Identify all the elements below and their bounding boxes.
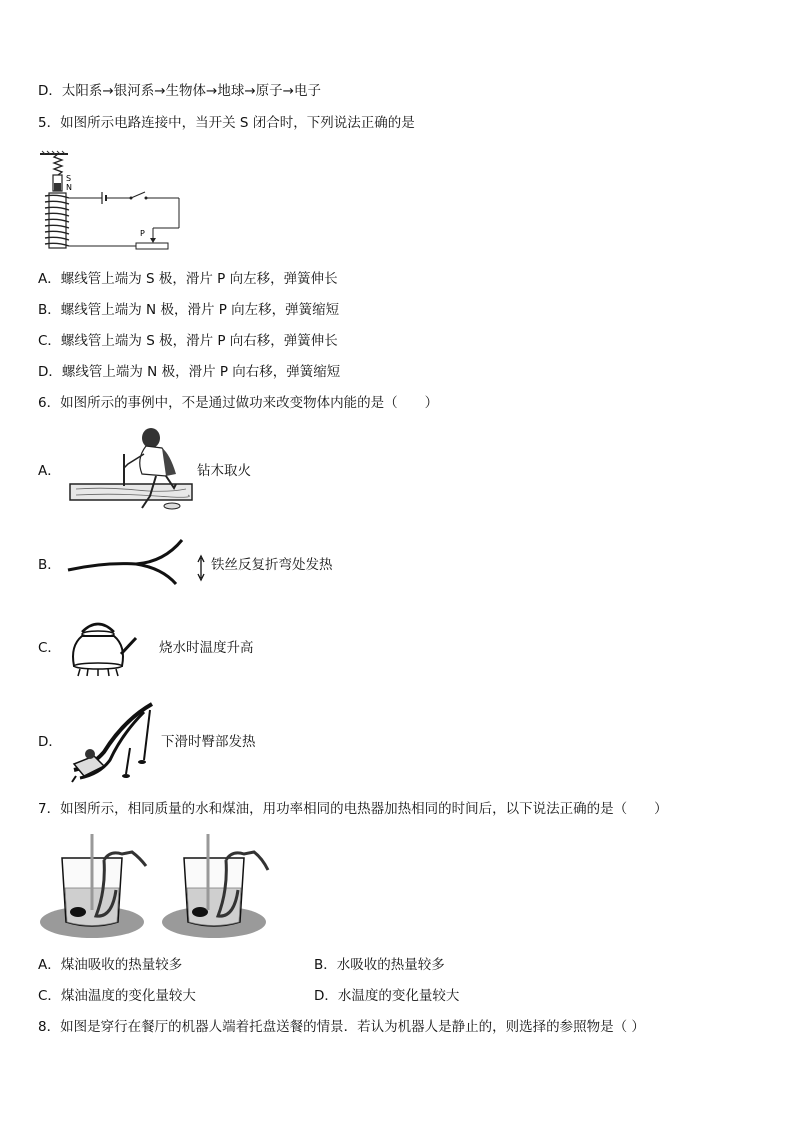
q5-option-b: B．螺线管上端为 N 极，滑片 P 向左移，弹簧缩短 <box>38 302 340 318</box>
q5-option-d: D．螺线管上端为 N 极，滑片 P 向右移，弹簧缩短 <box>38 364 341 380</box>
q7-option-a: A．煤油吸收的热量较多 <box>38 957 183 973</box>
q6-option-a-caption: 钻木取火 <box>197 463 251 479</box>
q6-option-b-letter: B． <box>38 557 61 573</box>
slider-p-label: P <box>140 229 145 238</box>
q7-option-b: B．水吸收的热量较多 <box>314 957 445 973</box>
q5-option-a: A．螺线管上端为 S 极，滑片 P 向左移，弹簧伸长 <box>38 271 338 287</box>
drilling-wood-fire-image <box>66 424 196 514</box>
q8-stem: 8．如图是穿行在餐厅的机器人端着托盘送餐的情景．若认为机器人是静止的，则选择的参照物是（ ） <box>38 1019 645 1035</box>
slide-image <box>64 700 160 784</box>
q6-option-c-caption: 烧水时温度升高 <box>159 640 254 656</box>
magnet-s-label: S <box>66 174 72 183</box>
q6-option-c-letter: C． <box>38 640 61 656</box>
q7-stem: 7．如图所示，相同质量的水和煤油，用功率相同的电热器加热相同的时间后，以下说法正确的是（ ） <box>38 801 668 817</box>
q7-option-c: C．煤油温度的变化量较大 <box>38 988 196 1004</box>
magnet-n-label: N <box>66 183 72 192</box>
q5-stem: 5．如图所示电路连接中，当开关 S 闭合时，下列说法正确的是 <box>38 115 415 131</box>
q6-option-d-letter: D． <box>38 734 62 750</box>
kettle-image <box>66 616 140 678</box>
q6-option-a-letter: A． <box>38 463 61 479</box>
q6-option-b-caption: 铁丝反复折弯处发热 <box>211 557 333 573</box>
heating-beakers-figure <box>38 830 278 940</box>
q6-stem: 6．如图所示的事例中，不是通过做功来改变物体内能的是（ ） <box>38 395 439 411</box>
q5-option-c: C．螺线管上端为 S 极，滑片 P 向右移，弹簧伸长 <box>38 333 338 349</box>
q5-circuit-figure <box>36 150 186 252</box>
q7-option-d: D．水温度的变化量较大 <box>314 988 460 1004</box>
q6-option-d-caption: 下滑时臀部发热 <box>161 734 256 750</box>
q4-option-d: D．太阳系→银河系→生物体→地球→原子→电子 <box>38 83 321 99</box>
